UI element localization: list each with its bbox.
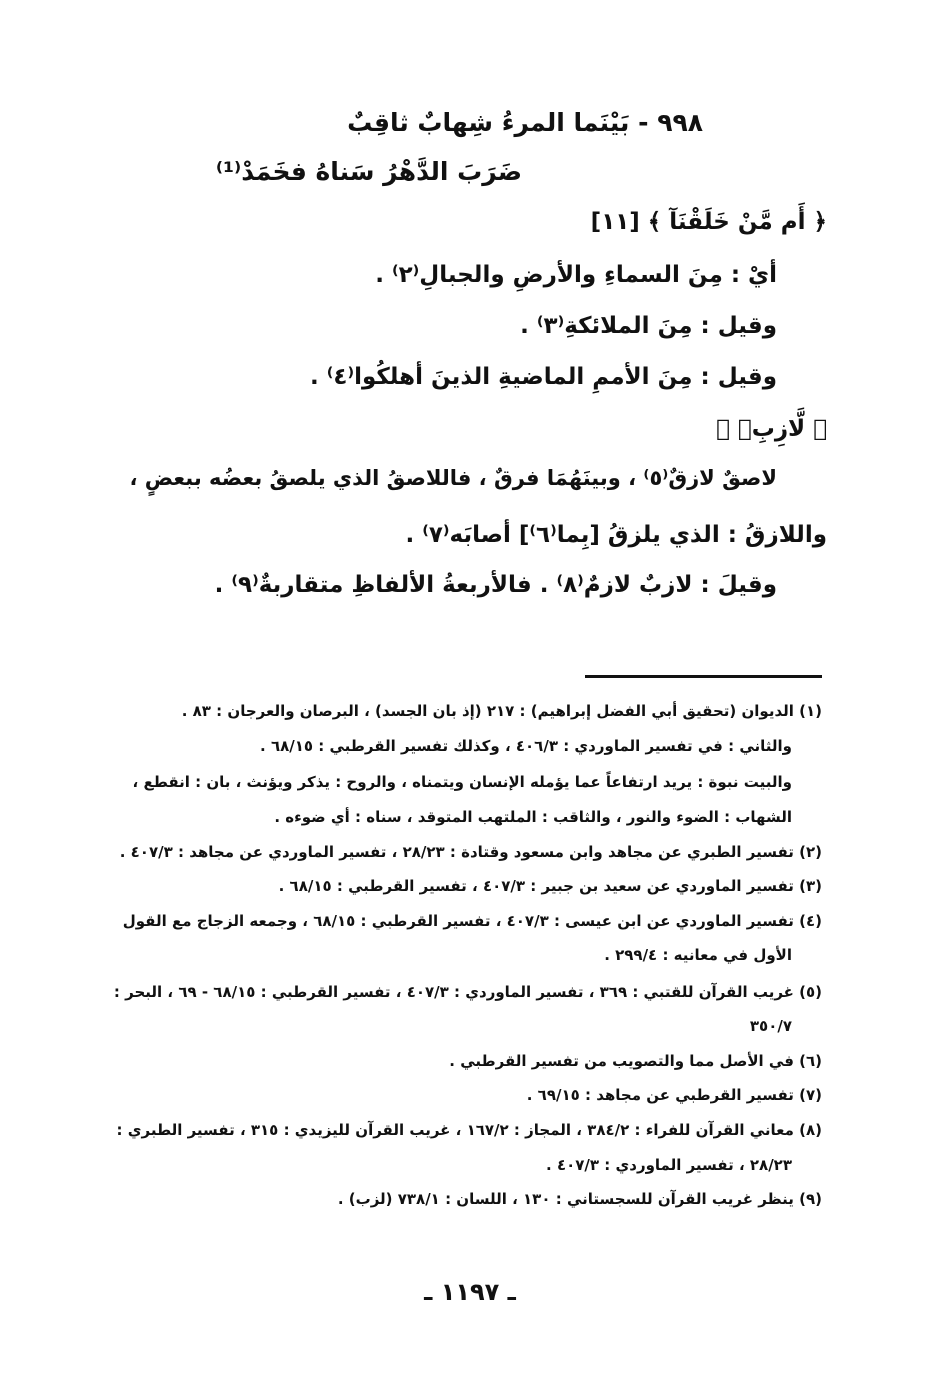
footnote-line: (٣) تفسير الماوردي عن سعيد بن جبير : ٤٠٧/٣ ، تفسير القرطبي : ٦٨/١٥ . [278,877,822,895]
footnote-line: (١) الديوان (تحقيق أبي الفضل إبراهيم) : ٢١٧ (إذ بان الجسد) ، البرصان والعرجان : ٨٣ . [181,702,822,720]
page-number: ـ ١١٩٧ ـ [424,1278,516,1306]
verse-line-1: ٩٩٨ - بَيْنَما المرءُ شِهابٌ ثاقِبٌ [347,108,703,137]
footnote-line: ٣٥٠/٧ [749,1017,792,1035]
footnote-line: (٦) في الأصل مما والتصويب من تفسير القرطبي . [449,1052,822,1070]
footnote-line: (٨) معاني القرآن للفراء : ٣٨٤/٢ ، المجاز : ١٦٧/٢ ، غريب القرآن لليزيدي : ٣١٥ ، تفسير الطبري : [116,1121,822,1139]
footnote-line: والثاني : في تفسير الماوردي : ٤٠٦/٣ ، وكذلك تفسير القرطبي : ٦٨/١٥ . [260,737,792,755]
commentary-line-2: وقيل : مِنَ الملائكةِ⁽٣⁾ . [520,313,777,339]
commentary-line-6: وقيلَ : لازبٌ لازمٌ⁽٨⁾ . فالأربعةُ الألفاظِ متقاربةٌ⁽٩⁾ . [214,572,777,598]
footnote-line: (٢) تفسير الطبري عن مجاهد وابن مسعود وقتادة : ٢٨/٢٣ ، تفسير الماوردي عن مجاهد : ٤٠٧/٣ . [119,843,822,861]
commentary-line-5: واللازقُ : الذي يلزقُ [بِما⁽٦⁾] أصابَه⁽٧⁾ . [405,522,827,548]
commentary-line-4: لاصقٌ لازقٌ⁽٥⁾ ، وبينَهُمَا فرقٌ ، فاللاصقُ الذي يلصقُ بعضُه ببعضٍ ، [129,466,777,490]
commentary-line-1: أيْ : مِنَ السماءِ والأرضِ والجبالِ⁽٢⁾ . [375,262,777,288]
quran-heading-1: ﴿ أَم مَّنْ خَلَقْنَآ ﴾ [١١] [590,209,827,235]
quran-heading-2: ﴿ لَّازِبِۭ ﴾ [716,416,827,442]
footnote-line: (٥) غريب القرآن للقتبي : ٣٦٩ ، تفسير الماوردي : ٤٠٧/٣ ، تفسير القرطبي : ٦٨/١٥ - ٦٩ ، البحر : [113,983,822,1001]
footnote-divider [585,675,822,678]
footnote-line: (٩) ينظر غريب القرآن للسجستاني : ١٣٠ ، اللسان : ٧٣٨/١ (لزب) . [337,1190,822,1208]
footnote-line: والبيت نبوة : يريد ارتفاعاً عما يؤمله الإنسان ويتمناه ، والروح : يذكر ويؤنث ، بان : انقطع ، [132,773,792,791]
footnote-line: (٤) تفسير الماوردي عن ابن عيسى : ٤٠٧/٣ ، تفسير القرطبي : ٦٨/١٥ ، وجمعه الزجاج مع القول [122,912,822,930]
commentary-line-3: وقيل : مِنَ الأممِ الماضيةِ الذينَ أهلكُوا⁽٤⁾ . [310,364,777,390]
footnote-line: ٢٨/٢٣ ، تفسير الماوردي : ٤٠٧/٣ . [546,1156,792,1174]
verse-line-2: ضَرَبَ الدَّهْرُ سَناهُ فخَمَدْ⁽¹⁾ [215,157,522,186]
footnote-line: الشهاب : الضوء والنور ، والثاقب : الملتهب المتوقد ، سناه : أي ضوءه . [274,808,792,826]
footnote-line: الأول في معانيه : ٢٩٩/٤ . [604,946,792,964]
footnote-line: (٧) تفسير القرطبي عن مجاهد : ٦٩/١٥ . [526,1086,822,1104]
